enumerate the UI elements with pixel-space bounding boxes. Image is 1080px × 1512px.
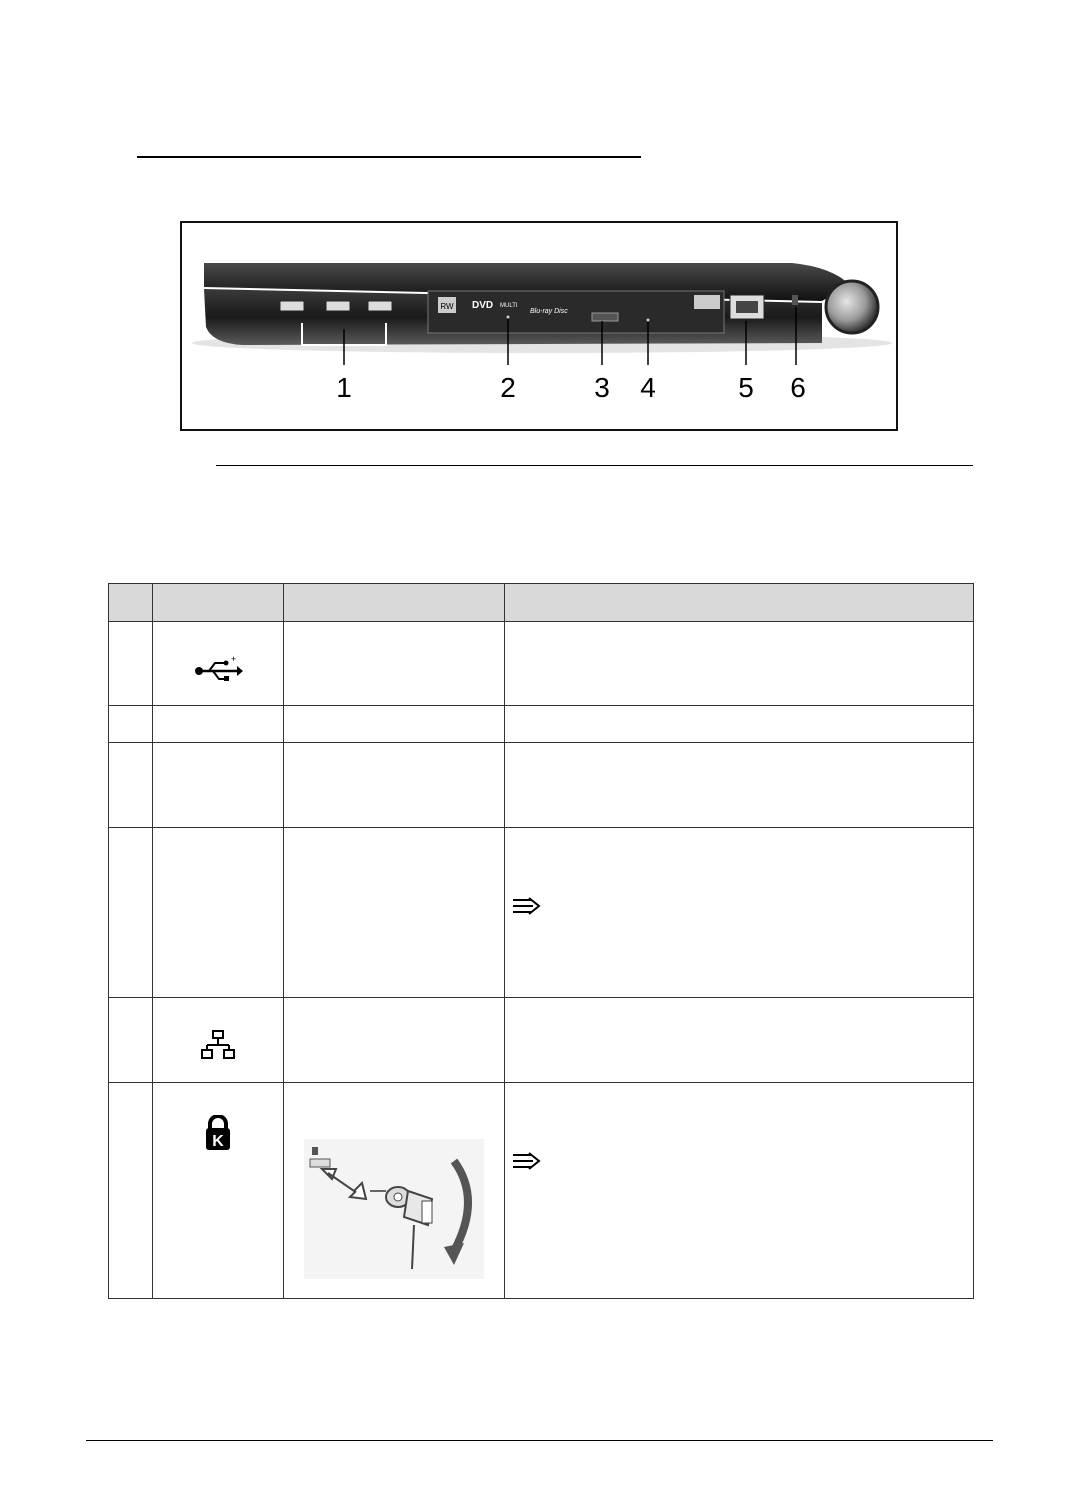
row-no	[109, 622, 153, 706]
callout-3: 3	[594, 372, 610, 403]
hinge	[826, 281, 878, 333]
header-item	[284, 584, 505, 622]
table-row	[109, 622, 974, 706]
row-item	[284, 706, 505, 743]
svg-text:K: K	[212, 1133, 224, 1150]
port-specification-table	[108, 583, 974, 1299]
callout-5: 5	[738, 372, 754, 403]
laptop-right-side-illustration	[182, 223, 896, 429]
row-description	[505, 828, 974, 998]
header-icon	[153, 584, 284, 622]
table-row	[109, 998, 974, 1083]
row-description	[505, 706, 974, 743]
callout-1: 1	[336, 372, 352, 403]
row-description	[505, 743, 974, 828]
row-item	[284, 1083, 505, 1299]
callout-6: 6	[790, 372, 806, 403]
note-icon	[511, 896, 541, 916]
row-no	[109, 743, 153, 828]
optical-drive	[428, 291, 724, 333]
row-no	[109, 998, 153, 1083]
bluray-logo: Blu-ray Disc	[530, 308, 568, 315]
multi-logo: MULTI	[500, 303, 518, 309]
row-icon-cell	[153, 743, 284, 828]
table-row	[109, 743, 974, 828]
row-description	[505, 998, 974, 1083]
row-item	[284, 622, 505, 706]
callout-2: 2	[500, 372, 516, 403]
table-row	[109, 706, 974, 743]
footer-rule	[86, 1440, 993, 1441]
callout-4: 4	[640, 372, 656, 403]
kensington-lock-icon	[204, 1115, 232, 1151]
row-description	[505, 622, 974, 706]
header-description	[505, 584, 974, 622]
section-rule	[216, 465, 973, 466]
row-icon-cell	[153, 706, 284, 743]
usb-icon	[193, 656, 243, 686]
table-header-row	[109, 584, 974, 622]
lock-slot	[792, 295, 798, 305]
title-underline	[137, 156, 641, 158]
row-icon-cell	[153, 998, 284, 1083]
note-icon	[511, 1151, 541, 1171]
row-no	[109, 1083, 153, 1299]
row-no	[109, 828, 153, 998]
row-description	[505, 1083, 974, 1299]
row-item	[284, 828, 505, 998]
header-no	[109, 584, 153, 622]
row-icon-cell	[153, 1083, 284, 1299]
row-icon-cell	[153, 622, 284, 706]
row-no	[109, 706, 153, 743]
network-icon	[201, 1030, 235, 1060]
rw-logo: RW	[440, 302, 454, 311]
table-row	[109, 828, 974, 998]
kensington-lock-illustration	[304, 1139, 484, 1279]
right-side-view-figure	[180, 221, 898, 431]
table-row	[109, 1083, 974, 1299]
row-item	[284, 743, 505, 828]
row-icon-cell	[153, 828, 284, 998]
row-item	[284, 998, 505, 1083]
svg-text:+: +	[231, 656, 237, 664]
dvd-logo: DVD	[472, 300, 494, 311]
